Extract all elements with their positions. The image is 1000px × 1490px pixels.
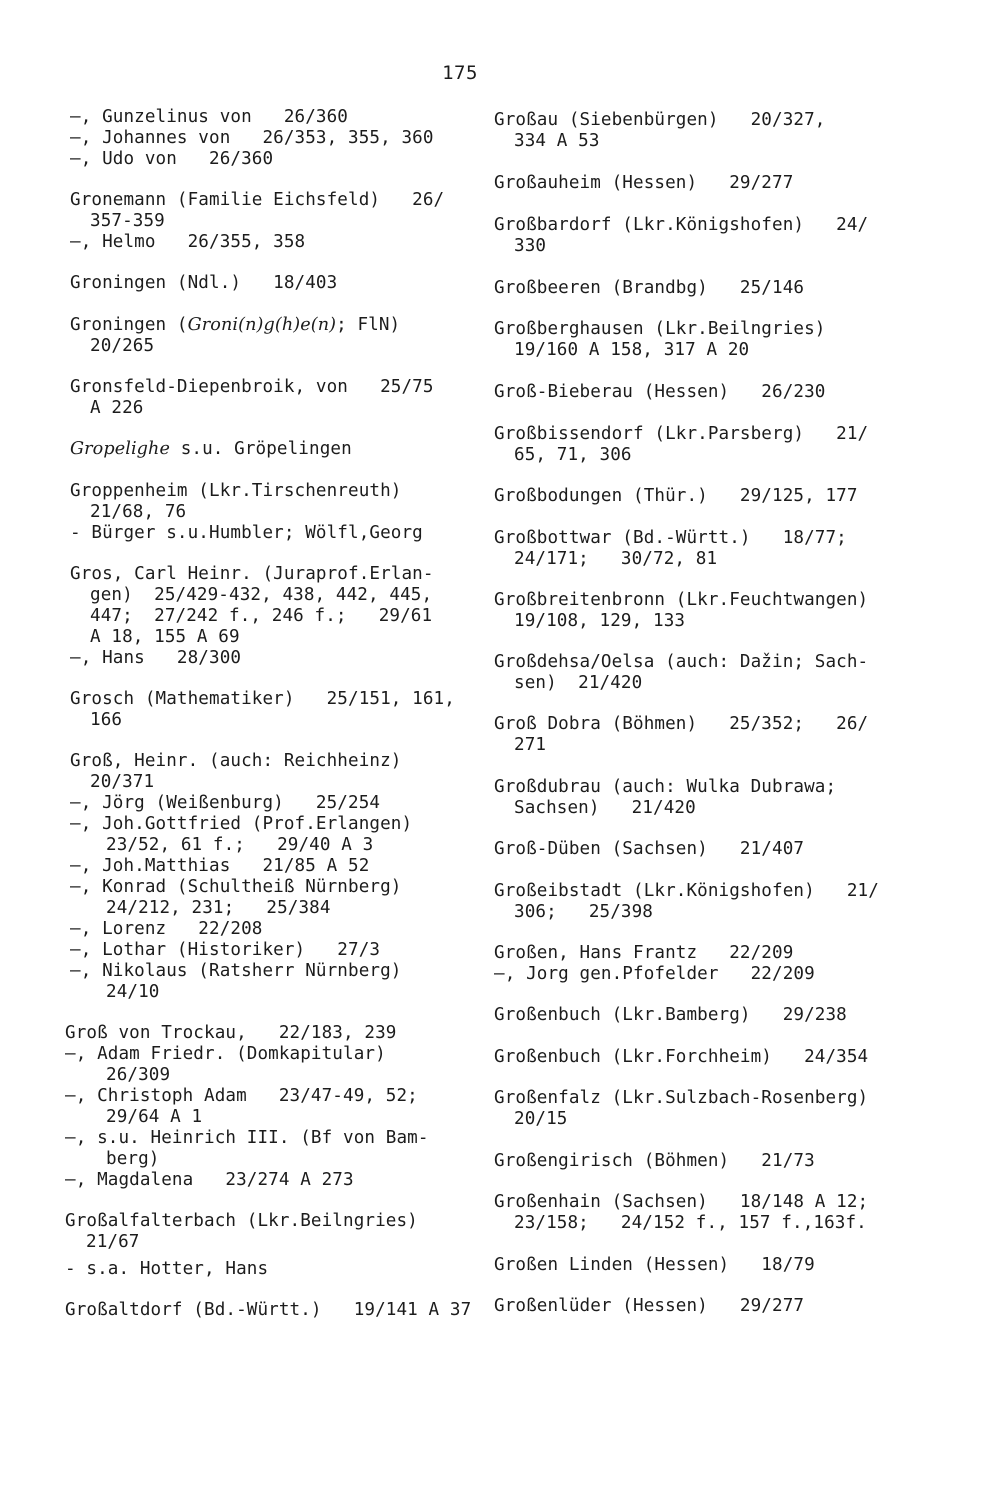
entry-text: Großenbuch (Lkr.Bamberg) 29/238 xyxy=(494,1005,847,1025)
entry-text: sen) 21/420 xyxy=(514,673,643,693)
entry-text: Großalfalterbach (Lkr.Beilngries) xyxy=(65,1211,418,1231)
left-entry-line xyxy=(70,128,434,149)
left-entry-line xyxy=(65,1023,396,1044)
right-entry-line xyxy=(514,611,685,632)
entry-text: 26/309 xyxy=(106,1065,171,1085)
left-entry-line xyxy=(90,585,432,606)
entry-text: Groningen ( xyxy=(70,315,188,335)
entry-text: 24/212, 231; 25/384 xyxy=(106,898,331,918)
left-entry-line xyxy=(70,793,380,814)
left-entry-line xyxy=(65,1259,268,1280)
entry-text: Großeibstadt (Lkr.Königshofen) 21/ xyxy=(494,881,879,901)
entry-text: 19/160 A 158, 317 A 20 xyxy=(514,340,750,360)
entry-text: 23/158; 24/152 f., 157 f.,163f. xyxy=(514,1213,867,1233)
right-entry-line xyxy=(494,319,825,340)
entry-text: 20/15 xyxy=(514,1109,568,1129)
entry-text: 21/68, 76 xyxy=(90,502,187,522)
entry-text: A 226 xyxy=(90,398,144,418)
left-entry-line xyxy=(106,1065,170,1086)
entry-text: —, Nikolaus (Ratsherr Nürnberg) xyxy=(70,961,402,981)
right-entry-line xyxy=(494,424,868,445)
left-entry-line xyxy=(86,1232,139,1253)
left-entry-line xyxy=(65,1211,418,1232)
entry-text: Gronsfeld-Diepenbroik, von 25/75 xyxy=(70,377,434,397)
left-entry-line xyxy=(70,961,401,982)
left-entry-line xyxy=(65,1044,386,1065)
entry-text: Großen, Hans Frantz 22/209 xyxy=(494,943,794,963)
entry-text: —, Jörg (Weißenburg) 25/254 xyxy=(70,793,381,813)
entry-text: - s.a. Hotter, Hans xyxy=(65,1259,269,1279)
right-entry-line xyxy=(514,131,600,152)
right-entry-line xyxy=(494,486,858,507)
entry-text: 19/108, 129, 133 xyxy=(514,611,686,631)
left-entry-line xyxy=(70,856,369,877)
left-entry-line xyxy=(90,502,186,523)
left-entry-line xyxy=(70,523,423,544)
right-entry-line xyxy=(494,1192,868,1213)
left-entry-line xyxy=(70,232,305,253)
left-entry-line xyxy=(70,190,444,211)
entry-text: ; FlN) xyxy=(336,315,401,335)
entry-text: Großbottwar (Bd.-Württ.) 18/77; xyxy=(494,528,847,548)
entry-text: Großbeeren (Brandbg) 25/146 xyxy=(494,278,805,298)
left-entry-line xyxy=(90,627,240,648)
entry-text: Großen Linden (Hessen) 18/79 xyxy=(494,1255,815,1275)
right-entry-line xyxy=(494,215,868,236)
left-entry-line xyxy=(65,1300,471,1321)
entry-text: —, Udo von 26/360 xyxy=(70,149,274,169)
left-entry-line xyxy=(70,377,434,398)
entry-text: 330 xyxy=(514,236,547,256)
left-entry-line xyxy=(70,439,352,460)
entry-text: 29/64 A 1 xyxy=(106,1107,203,1127)
left-entry-line xyxy=(65,1170,354,1191)
right-entry-line xyxy=(514,236,546,257)
left-entry-line xyxy=(90,710,122,731)
entry-text: 447; 27/242 f., 246 f.; 29/61 xyxy=(90,606,433,626)
left-entry-line xyxy=(106,982,159,1003)
entry-text: Großaltdorf (Bd.-Württ.) 19/141 A 37 xyxy=(65,1300,472,1320)
entry-text: Grosch (Mathematiker) 25/151, 161, xyxy=(70,689,455,709)
entry-text: 24/10 xyxy=(106,982,160,1002)
left-entry-line xyxy=(65,1086,418,1107)
entry-text: 334 A 53 xyxy=(514,131,600,151)
entry-text: 271 xyxy=(514,735,547,755)
entry-text: Großbreitenbronn (Lkr.Feuchtwangen) xyxy=(494,590,869,610)
entry-text: —, Adam Friedr. (Domkapitular) xyxy=(65,1044,386,1064)
entry-text: —, Johannes von 26/353, 355, 360 xyxy=(70,128,434,148)
entry-text: Groß-Bieberau (Hessen) 26/230 xyxy=(494,382,826,402)
entry-text: —, Konrad (Schultheiß Nürnberg) xyxy=(70,877,402,897)
entry-text: Gros, Carl Heinr. (Juraprof.Erlan- xyxy=(70,564,434,584)
entry-text: 166 xyxy=(90,710,123,730)
entry-text: Groß von Trockau, 22/183, 239 xyxy=(65,1023,397,1043)
entry-text: —, Helmo 26/355, 358 xyxy=(70,232,306,252)
entry-text: Großbardorf (Lkr.Königshofen) 24/ xyxy=(494,215,869,235)
right-entry-line xyxy=(514,1109,567,1130)
entry-text: Großbodungen (Thür.) 29/125, 177 xyxy=(494,486,858,506)
entry-text: 24/171; 30/72, 81 xyxy=(514,549,718,569)
right-entry-line xyxy=(514,1213,867,1234)
entry-text: Groß-Düben (Sachsen) 21/407 xyxy=(494,839,805,859)
entry-text: gen) 25/429-432, 438, 442, 445, xyxy=(90,585,433,605)
left-entry-line xyxy=(70,107,348,128)
right-entry-line xyxy=(494,528,847,549)
right-entry-line xyxy=(494,110,825,131)
entry-text: Großauheim (Hessen) 29/277 xyxy=(494,173,794,193)
entry-text: —, Christoph Adam 23/47-49, 52; xyxy=(65,1086,418,1106)
entry-text: —, Magdalena 23/274 A 273 xyxy=(65,1170,354,1190)
entry-text: Groß Dobra (Böhmen) 25/352; 26/ xyxy=(494,714,869,734)
left-entry-line xyxy=(70,919,262,940)
entry-text: 20/371 xyxy=(90,772,155,792)
left-entry-line xyxy=(90,211,165,232)
entry-text: 20/265 xyxy=(90,336,155,356)
right-entry-line xyxy=(494,1151,815,1172)
left-entry-line xyxy=(70,273,337,294)
entry-text: Großdubrau (auch: Wulka Dubrawa; xyxy=(494,777,837,797)
left-entry-line xyxy=(70,751,401,772)
right-entry-line xyxy=(494,1005,847,1026)
right-entry-line xyxy=(494,278,804,299)
entry-text: Großenhain (Sachsen) 18/148 A 12; xyxy=(494,1192,869,1212)
entry-text: 23/52, 61 f.; 29/40 A 3 xyxy=(106,835,374,855)
entry-text: 21/67 xyxy=(86,1232,140,1252)
entry-text: Großenlüder (Hessen) 29/277 xyxy=(494,1296,805,1316)
left-entry-line xyxy=(90,398,143,419)
left-entry-line xyxy=(70,149,273,170)
entry-text: s.u. Gröpelingen xyxy=(170,439,352,459)
left-entry-line xyxy=(90,606,432,627)
page-number: 175 xyxy=(442,62,478,84)
left-entry-line xyxy=(70,689,455,710)
right-entry-line xyxy=(494,714,868,735)
entry-text: Großengirisch (Böhmen) 21/73 xyxy=(494,1151,815,1171)
right-entry-line xyxy=(494,1296,804,1317)
entry-text: —, Lothar (Historiker) 27/3 xyxy=(70,940,381,960)
right-entry-line xyxy=(494,652,868,673)
entry-text: —, Joh.Matthias 21/85 A 52 xyxy=(70,856,370,876)
left-entry-line xyxy=(70,877,401,898)
left-entry-line xyxy=(70,940,380,961)
entry-text: Sachsen) 21/420 xyxy=(514,798,696,818)
right-entry-line xyxy=(494,839,804,860)
right-entry-line xyxy=(494,382,825,403)
entry-text: Großenbuch (Lkr.Forchheim) 24/354 xyxy=(494,1047,869,1067)
left-entry-line xyxy=(65,1128,429,1149)
right-entry-line xyxy=(494,590,868,611)
left-entry-line xyxy=(70,315,400,336)
left-entry-line xyxy=(70,814,412,835)
left-entry-line xyxy=(70,481,401,502)
left-entry-line xyxy=(70,564,434,585)
entry-text: —, Joh.Gottfried (Prof.Erlangen) xyxy=(70,814,413,834)
right-entry-line xyxy=(494,173,793,194)
entry-text: Großberghausen (Lkr.Beilngries) xyxy=(494,319,826,339)
left-entry-line xyxy=(70,648,241,669)
entry-text: Großenfalz (Lkr.Sulzbach-Rosenberg) xyxy=(494,1088,869,1108)
right-entry-line xyxy=(514,735,546,756)
left-entry-line xyxy=(106,1107,202,1128)
entry-text: A 18, 155 A 69 xyxy=(90,627,240,647)
right-entry-line xyxy=(494,964,815,985)
right-entry-line xyxy=(494,1088,868,1109)
right-entry-line xyxy=(514,673,642,694)
italic-term: Gropelighe xyxy=(70,439,170,459)
entry-text: —, Lorenz 22/208 xyxy=(70,919,263,939)
italic-term: Groni(n)g(h)e(n) xyxy=(187,315,337,335)
left-entry-line xyxy=(90,336,154,357)
entry-text: 306; 25/398 xyxy=(514,902,654,922)
right-entry-line xyxy=(494,1047,868,1068)
right-entry-line xyxy=(514,445,632,466)
entry-text: —, Gunzelinus von 26/360 xyxy=(70,107,349,127)
entry-text: berg) xyxy=(106,1149,160,1169)
left-entry-line xyxy=(106,898,331,919)
right-entry-line xyxy=(494,943,793,964)
right-entry-line xyxy=(514,798,696,819)
entry-text: —, s.u. Heinrich III. (Bf von Bam- xyxy=(65,1128,429,1148)
entry-text: Groß, Heinr. (auch: Reichheinz) xyxy=(70,751,402,771)
entry-text: 65, 71, 306 xyxy=(514,445,632,465)
entry-text: 357-359 xyxy=(90,211,165,231)
right-entry-line xyxy=(514,340,749,361)
right-entry-line xyxy=(514,902,653,923)
entry-text: —, Jorg gen.Pfofelder 22/209 xyxy=(494,964,815,984)
entry-text: Groppenheim (Lkr.Tirschenreuth) xyxy=(70,481,402,501)
right-entry-line xyxy=(514,549,717,570)
entry-text: Groningen (Ndl.) 18/403 xyxy=(70,273,338,293)
entry-text: Großau (Siebenbürgen) 20/327, xyxy=(494,110,826,130)
left-entry-line xyxy=(90,772,154,793)
entry-text: - Bürger s.u.Humbler; Wölfl,Georg xyxy=(70,523,423,543)
left-entry-line xyxy=(106,1149,159,1170)
entry-text: Großbissendorf (Lkr.Parsberg) 21/ xyxy=(494,424,869,444)
entry-text: —, Hans 28/300 xyxy=(70,648,242,668)
right-entry-line xyxy=(494,881,879,902)
right-entry-line xyxy=(494,777,836,798)
entry-text: Gronemann (Familie Eichsfeld) 26/ xyxy=(70,190,445,210)
left-entry-line xyxy=(106,835,373,856)
right-entry-line xyxy=(494,1255,815,1276)
entry-text: Großdehsa/Oelsa (auch: Dažin; Sach- xyxy=(494,652,869,672)
